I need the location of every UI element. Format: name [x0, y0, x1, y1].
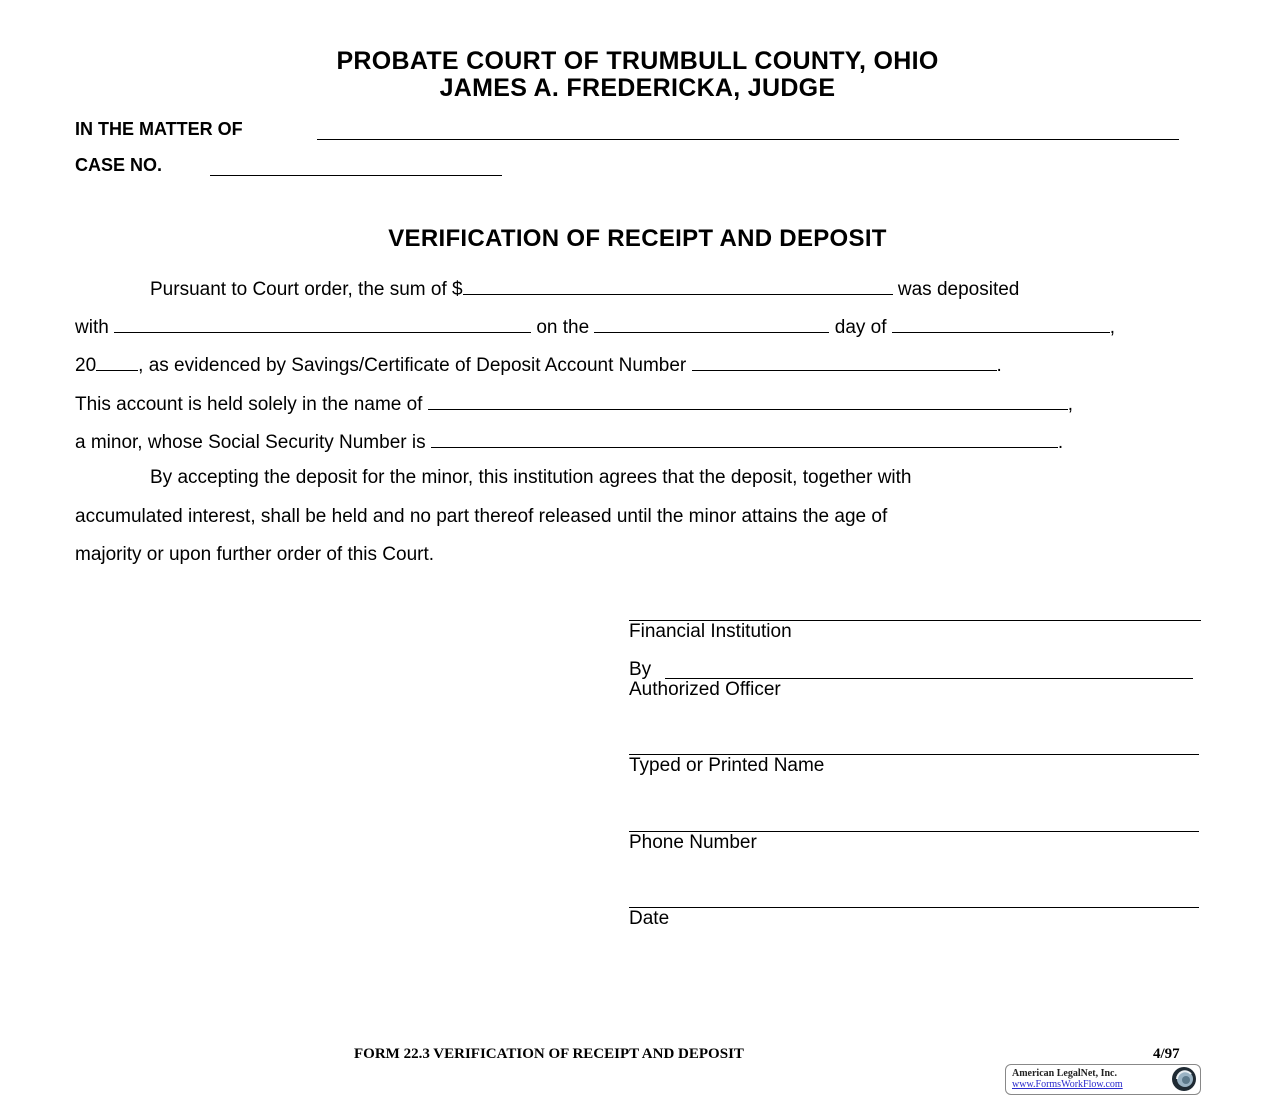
comma: , [1067, 394, 1074, 415]
with-text: with [75, 317, 109, 338]
agreement-line-3: majority or upon further order of this Court. [75, 544, 435, 565]
month-field[interactable] [892, 314, 1110, 333]
account-number-field[interactable] [692, 352, 997, 371]
day-of-text: day of [834, 317, 887, 338]
comma: , [1109, 317, 1116, 338]
body-line-3 [75, 352, 1002, 377]
held-in-name-text: This account is held solely in the name of [75, 394, 423, 415]
agreement-line-2: accumulated interest, shall be held and no part thereof released until the minor attains the age of [75, 506, 888, 527]
legalnet-badge [1005, 1064, 1201, 1095]
body-line-2 [75, 314, 1115, 339]
minor-name-field[interactable] [428, 391, 1068, 410]
printed-name-label: Typed or Printed Name [629, 755, 825, 776]
matter-caption [75, 119, 243, 140]
period: . [1057, 432, 1064, 453]
body-line-5 [75, 429, 1063, 454]
date-label: Date [629, 908, 670, 929]
by-label: By [629, 659, 652, 680]
court-name: PROBATE COURT OF TRUMBULL COUNTY, OHIO [336, 47, 939, 75]
ssn-field[interactable] [431, 429, 1058, 448]
year-field[interactable] [96, 352, 138, 371]
on-the-text: on the [536, 317, 590, 338]
footer-revision: 4/97 [1153, 1046, 1180, 1062]
case-label: CASE NO. [75, 155, 163, 175]
institution-label: Financial Institution [629, 621, 792, 642]
body-line-1 [150, 276, 1019, 301]
year-prefix: 20 [75, 355, 97, 376]
period: . [996, 355, 1002, 376]
institution-field[interactable] [114, 314, 531, 333]
badge-url-link[interactable]: www.FormsWorkFlow.com [1012, 1079, 1123, 1090]
amount-field[interactable] [463, 276, 893, 295]
badge-company: American LegalNet, Inc. [1012, 1068, 1117, 1079]
day-field[interactable] [594, 314, 829, 333]
matter-label: IN THE MATTER OF [75, 119, 243, 139]
date-line[interactable] [629, 907, 1199, 908]
form-title: VERIFICATION OF RECEIPT AND DEPOSIT [388, 225, 887, 252]
judge-name: JAMES A. FREDERICKA, JUDGE [439, 74, 836, 102]
body-line-4 [75, 391, 1073, 416]
account-number-text: , as evidenced by Savings/Certificate of Deposit Account Number [138, 355, 687, 376]
footer-form-title: FORM 22.3 VERIFICATION OF RECEIPT AND DEPOSIT [354, 1046, 744, 1062]
ssn-text: a minor, whose Social Security Number is [75, 432, 426, 453]
case-number-field[interactable] [210, 155, 502, 176]
agreement-line-1: By accepting the deposit for the minor, this institution agrees that the deposit, together with [150, 467, 912, 488]
globe-logo-icon [1171, 1066, 1197, 1092]
officer-label: Authorized Officer [629, 679, 781, 700]
matter-field[interactable] [317, 119, 1179, 140]
phone-label: Phone Number [629, 832, 757, 853]
deposited-text: was deposited [897, 279, 1020, 300]
amount-prefix: Pursuant to Court order, the sum of $ [150, 279, 463, 300]
